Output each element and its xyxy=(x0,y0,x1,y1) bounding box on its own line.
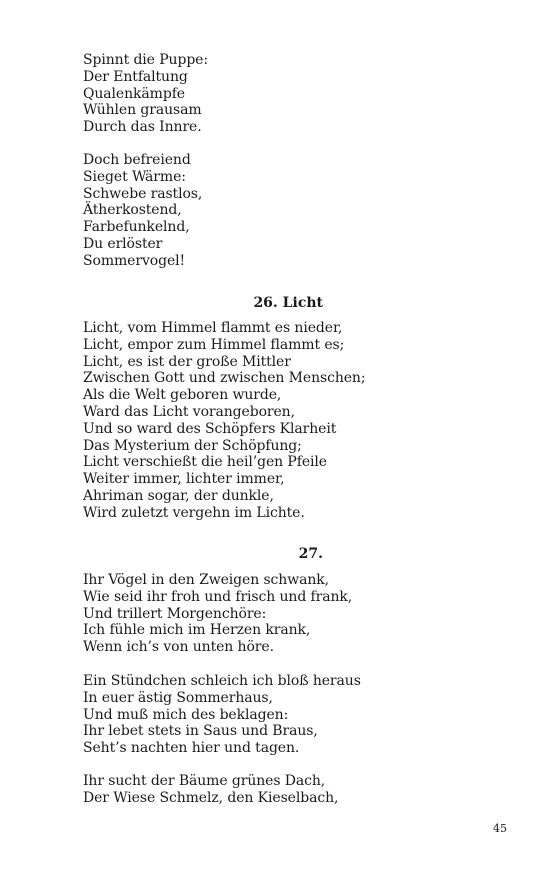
verse-line: Ein Stündchen schleich ich bloß heraus xyxy=(83,673,361,689)
poem-27-stanza-3 xyxy=(83,773,503,807)
verse-line: Ihr lebet stets in Saus und Braus, xyxy=(83,723,318,740)
verse-line: Doch befreiend xyxy=(83,152,191,168)
verse-line: Licht, vom Himmel flammt es nieder, xyxy=(83,320,343,336)
verse-line: Das Mysterium der Schöpfung; xyxy=(83,437,302,454)
verse-line: Qualenkämpfe xyxy=(83,85,185,102)
verse-line: In euer ästig Sommerhaus, xyxy=(83,689,273,706)
verse-line: Licht, empor zum Himmel flammt es; xyxy=(83,336,345,353)
poem-25-stanza-1 xyxy=(83,52,503,136)
verse-line: Der Wiese Schmelz, den Kieselbach, xyxy=(83,789,339,806)
verse-line: Du erlöster xyxy=(83,235,163,252)
verse-line: Wenn ich’s von unten höre. xyxy=(83,639,274,656)
poem-27-title: 27. xyxy=(298,546,323,562)
verse-line: Ihr Vögel in den Zweigen schwank, xyxy=(83,572,329,588)
page-number: 45 xyxy=(493,822,507,835)
verse-line: Als die Welt geboren wurde, xyxy=(83,387,282,404)
verse-line: Wie seid ihr froh und frisch und frank, xyxy=(83,588,353,605)
verse-line: Ward das Licht vorangeboren, xyxy=(83,403,295,420)
verse-line: Farbefunkelnd, xyxy=(83,219,190,236)
verse-line: Ihr sucht der Bäume grünes Dach, xyxy=(83,773,326,789)
verse-line: Wird zuletzt vergehn im Lichte. xyxy=(83,504,305,521)
verse-line: Und muß mich des beklagen: xyxy=(83,706,289,723)
poem-26-title: 26. Licht xyxy=(253,295,323,311)
verse-line: Der Entfaltung xyxy=(83,68,188,85)
verse-line: Ich fühle mich im Herzen krank, xyxy=(83,622,311,639)
verse-line: Ätherkostend, xyxy=(83,202,182,219)
verse-line: Durch das Innre. xyxy=(83,119,202,136)
poem-25-stanza-2 xyxy=(83,152,503,270)
poem-27-stanza-1 xyxy=(83,572,503,656)
verse-line: Sieget Wärme: xyxy=(83,168,186,185)
verse-line: Spinnt die Puppe: xyxy=(83,52,208,68)
verse-line: Sommervogel! xyxy=(83,252,186,269)
poem-27-stanza-2 xyxy=(83,673,503,757)
verse-line: Und trillert Morgenchöre: xyxy=(83,605,267,622)
verse-line: Zwischen Gott und zwischen Menschen; xyxy=(83,370,366,387)
verse-line: Weiter immer, lichter immer, xyxy=(83,471,285,488)
verse-line: Wühlen grausam xyxy=(83,102,202,119)
verse-line: Seht’s nachten hier und tagen. xyxy=(83,740,300,757)
verse-line: Licht verschießt die heil’gen Pfeile xyxy=(83,454,327,471)
verse-line: Und so ward des Schöpfers Klarheit xyxy=(83,420,337,437)
verse-line: Schwebe rastlos, xyxy=(83,185,203,202)
verse-line: Licht, es ist der große Mittler xyxy=(83,353,291,370)
poem-26-body xyxy=(83,320,503,522)
verse-line: Ahriman sogar, der dunkle, xyxy=(83,487,274,504)
